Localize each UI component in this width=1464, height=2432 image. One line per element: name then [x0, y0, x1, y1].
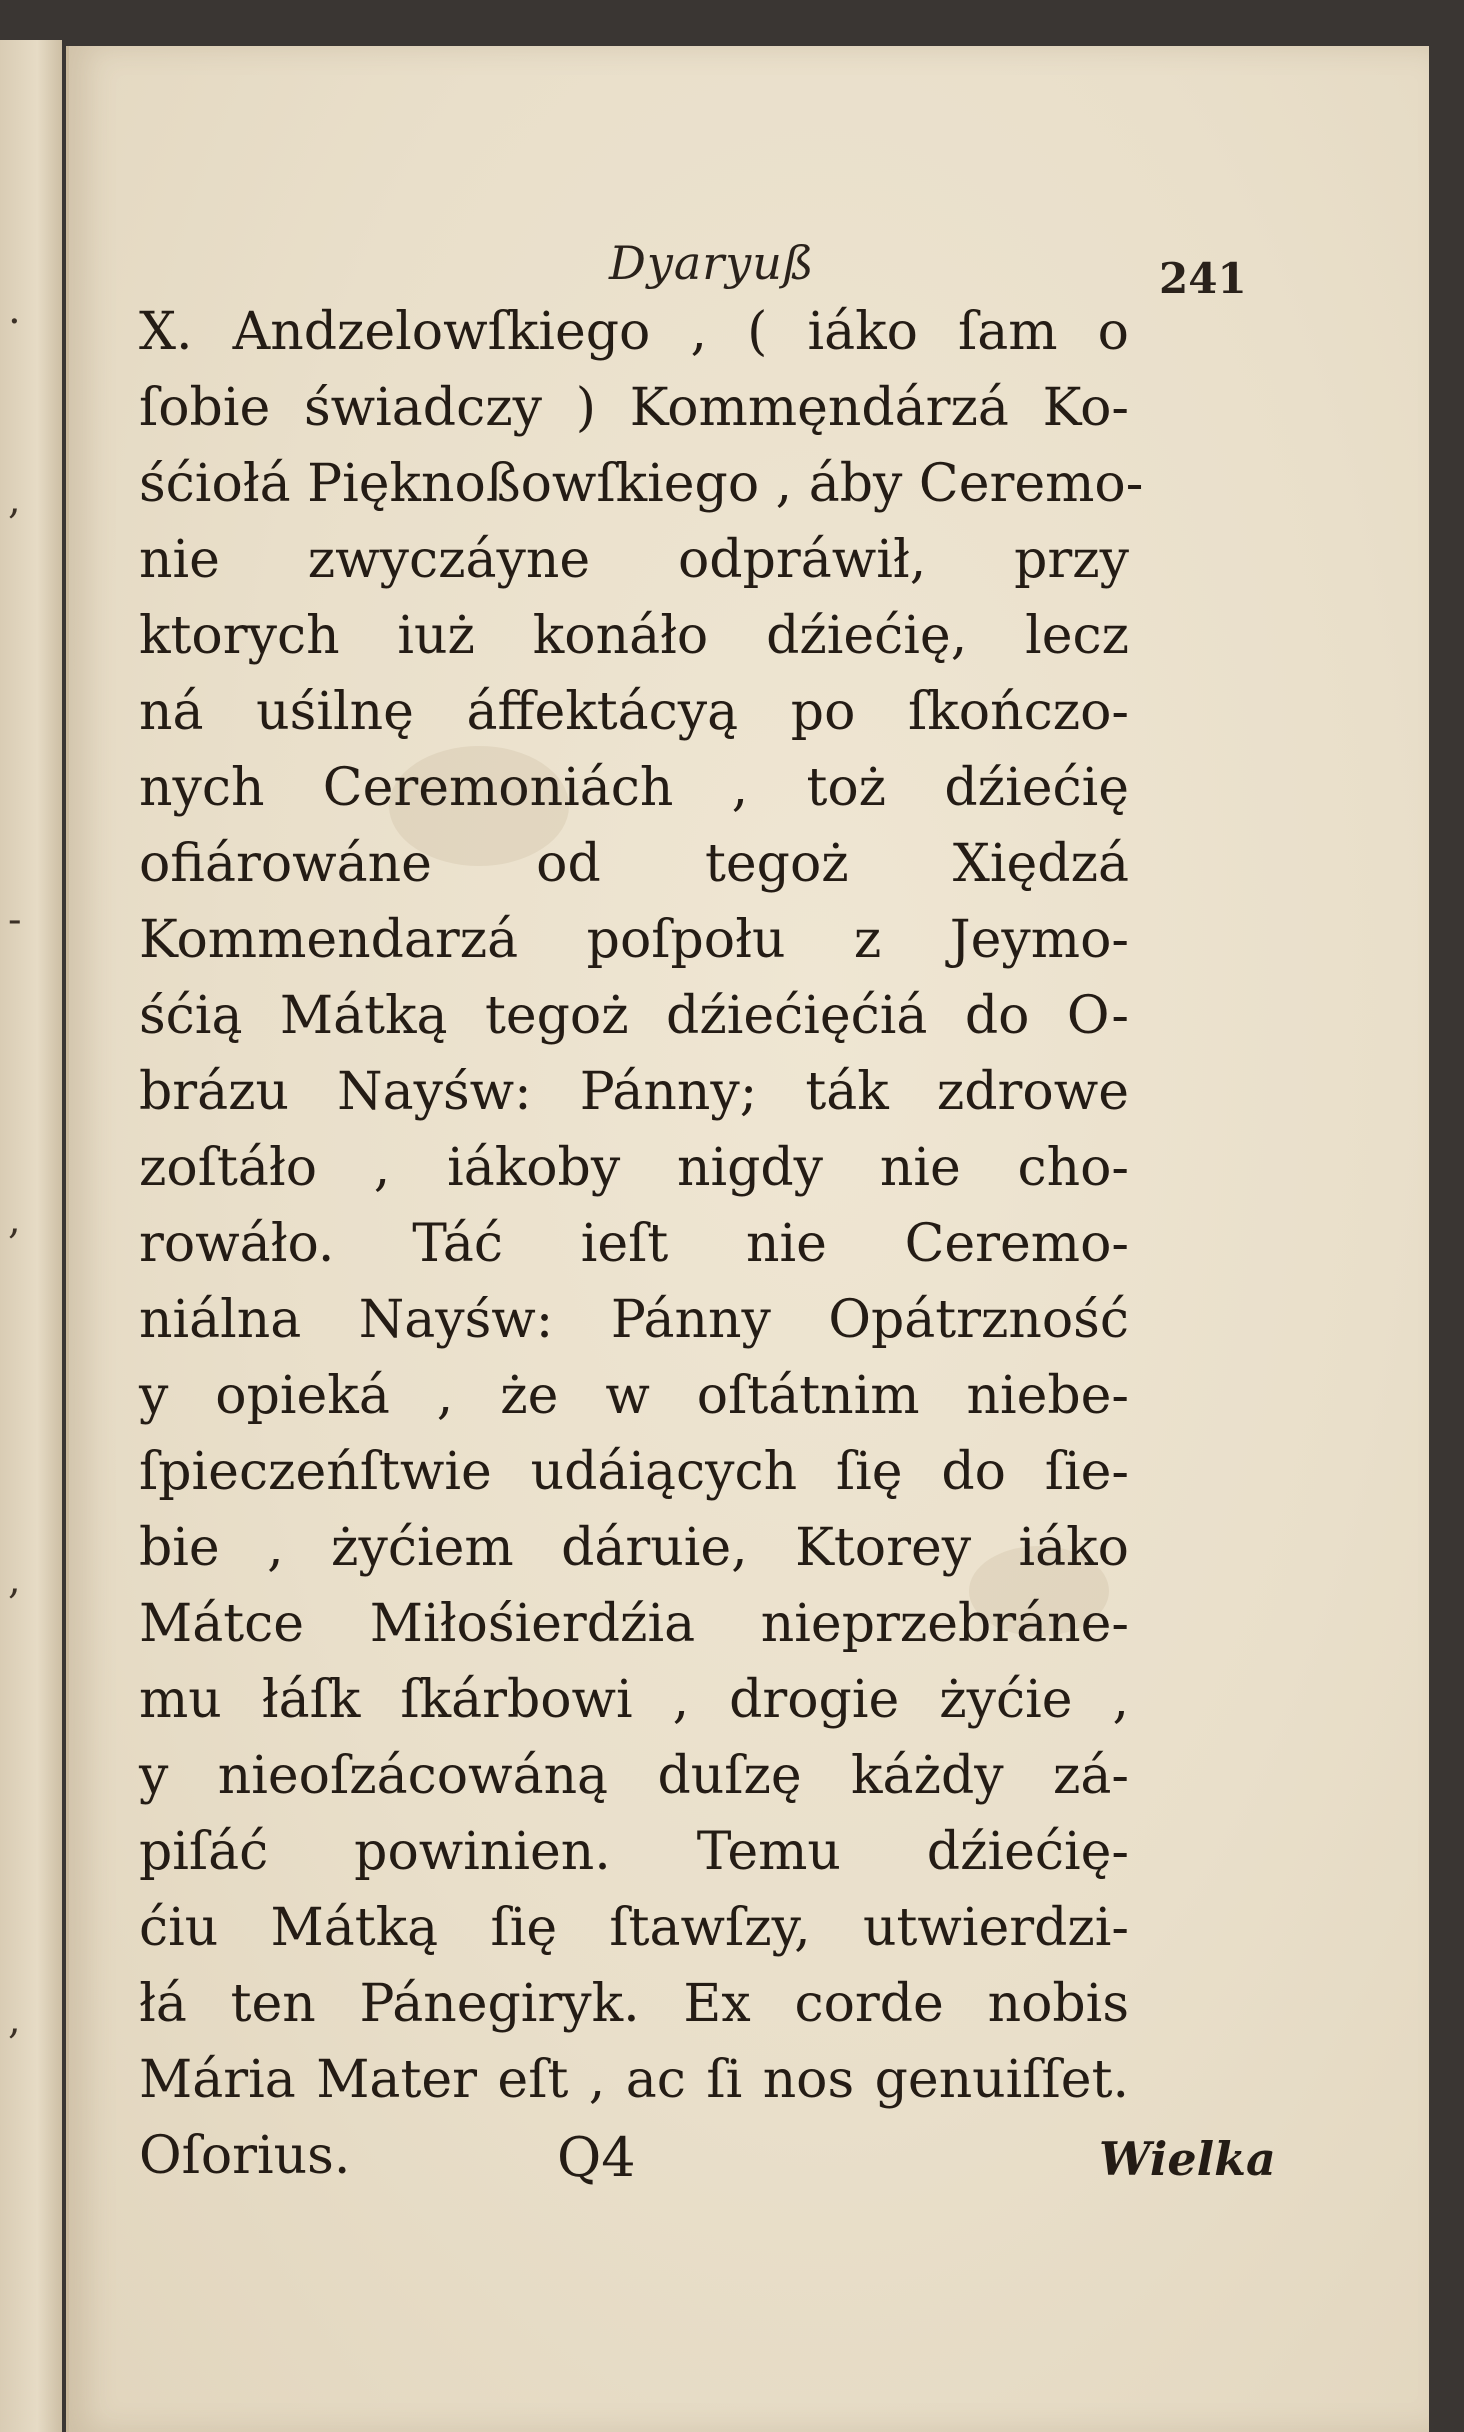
page-number: 241 [1159, 254, 1247, 303]
text-line: łá ten Pánegiryk. Ex corde nobis [139, 1974, 1129, 2034]
signature-mark: Q4 [557, 2126, 636, 2189]
page-header [69, 196, 1429, 306]
text-line: ćiu Mátką ſię ſtawſzy, utwierdzi- [139, 1898, 1129, 1958]
text-line: ſobie świadczy ) Kommęndárzá Ko- [139, 378, 1129, 438]
text-line: brázu Nayśw: Pánny; ták zdrowe [139, 1062, 1129, 1122]
text-line: ktorych iuż konáło dźiećię, lecz [139, 606, 1129, 666]
text-line: śćią Mátką tegoż dźiećięćiá do O- [139, 986, 1129, 1046]
text-line: bie , żyćiem dáruie, Ktorey iáko [139, 1518, 1129, 1578]
text-line: nie zwyczáyne odpráwił, przy [139, 530, 1129, 590]
book-page [66, 46, 1429, 2432]
previous-page-edge [0, 40, 62, 2432]
text-line: y nieoſzácowáną duſzę káżdy zá- [139, 1746, 1129, 1806]
text-line: śćiołá Pięknoßowſkiego , áby Ceremo- [139, 454, 1144, 514]
text-line: X. Andzelowſkiego , ( iáko ſam o [139, 302, 1129, 362]
text-line: y opieká , że w oſtátnim niebe- [139, 1366, 1129, 1426]
text-line: mu łáſk ſkárbowi , drogie żyćie , [139, 1670, 1129, 1730]
text-line: niálna Nayśw: Pánny Opátrzność [139, 1290, 1129, 1350]
previous-page-marks: . , - , , , [8, 287, 22, 2043]
running-title: Dyaryuß [609, 236, 815, 290]
text-line: nych Ceremoniách , toż dźiećię [139, 758, 1129, 818]
text-line: Mária Mater eſt , ac ſi nos genuiſſet. [139, 2050, 1129, 2110]
text-line: zoſtáło , iákoby nigdy nie cho- [139, 1138, 1129, 1198]
text-line: ná uśilnę áffektácyą po ſkończo- [139, 682, 1129, 742]
text-line: ofiárowáne od tegoż Xiędzá [139, 834, 1129, 894]
text-line: Mátce Miłośierdźia nieprzebráne- [139, 1594, 1129, 1654]
body-text [139, 294, 1144, 2194]
catchword: Wielka [1099, 2132, 1276, 2186]
text-line: Kommendarzá poſpołu z Jeymo- [139, 910, 1129, 970]
text-line: Oſorius. [139, 2126, 351, 2186]
text-line: rowáło. Táć ieſt nie Ceremo- [139, 1214, 1129, 1274]
page-footer [69, 2126, 1429, 2216]
text-line: ſpieczeńſtwie udáiących ſię do ſie- [139, 1442, 1129, 1502]
text-line: piſáć powinien. Temu dźiećię- [139, 1822, 1129, 1882]
